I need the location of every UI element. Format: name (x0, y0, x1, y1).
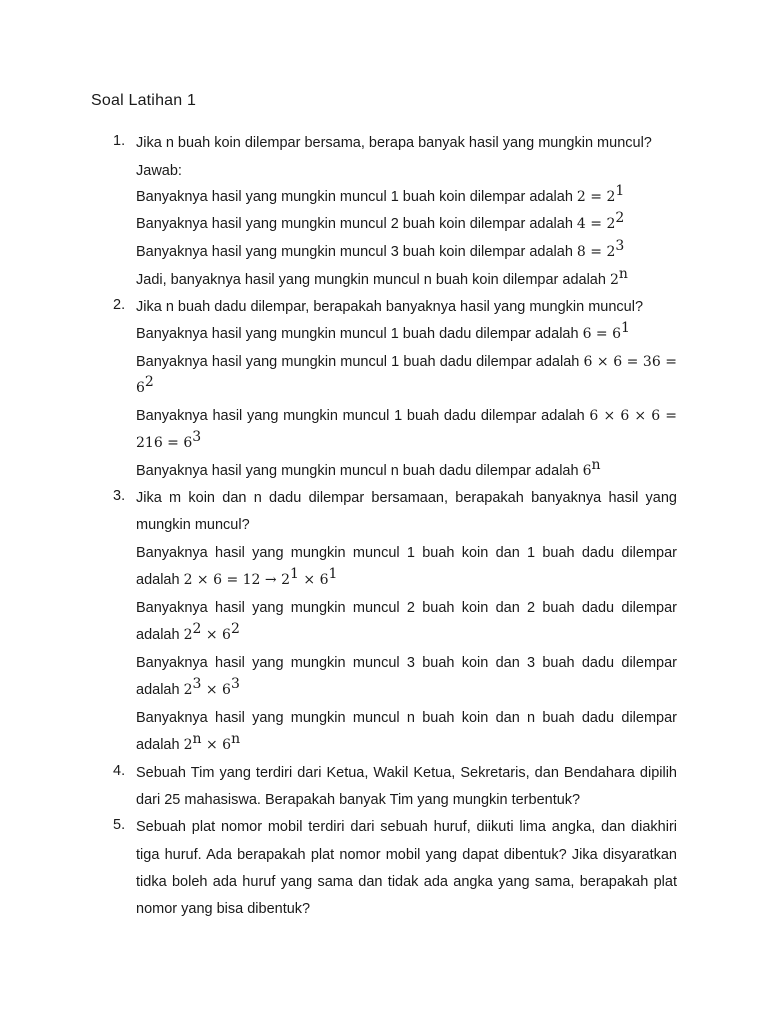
page-title: Soal Latihan 1 (91, 92, 197, 109)
question-1-jawab-label: Jawab: (136, 163, 182, 179)
question-2-answer-line-2: Banyaknya hasil yang mungkin muncul 1 buah dadu dilempar adalah 6 × 6 = 36 = (136, 354, 678, 370)
question-1-number: 1. (113, 133, 126, 149)
question-1-text: Jika n buah koin dilempar bersama, berapa banyak hasil yang mungkin muncul? (136, 135, 652, 151)
question-3-answer-line-2-cont: adalah $2^2 \times 6^2$ (136, 621, 240, 643)
question-2-answer-line-3-cont: $216 = 6^3$ (136, 429, 202, 451)
question-3-answer-line-4-cont: adalah $2^n \times 6^n$ (136, 731, 241, 753)
question-2-answer-line-4: Banyaknya hasil yang mungkin muncul n buah dadu dilempar adalah 6$^n$ (136, 457, 601, 479)
question-1-answer-line-1: Banyaknya hasil yang mungkin muncul 1 buah koin dilempar adalah $2 = 2^1$ (136, 183, 625, 205)
question-2-text: Jika n buah dadu dilempar, berapakah banyaknya hasil yang mungkin muncul? (136, 299, 644, 315)
question-3-number: 3. (113, 488, 126, 504)
question-3-answer-line-1-cont: adalah $2 \times 6 = 12 \to 2^1 \times 6^1$ (136, 566, 338, 588)
question-5-text-line-2: tiga huruf. Ada berapakah plat nomor mobil yang dapat dibentuk? Jika disyaratkan (136, 847, 677, 863)
question-2-answer-line-1: Banyaknya hasil yang mungkin muncul 1 buah dadu dilempar adalah $6 = 6^1$ (136, 320, 630, 342)
question-2-number: 2. (113, 297, 126, 313)
question-2-answer-line-3: Banyaknya hasil yang mungkin muncul 1 buah dadu dilempar adalah 6 × 6 × 6 = (136, 408, 678, 424)
question-4-number: 4. (113, 763, 126, 779)
question-3-answer-line-3: Banyaknya hasil yang mungkin muncul 3 buah koin dan 3 buah dadu dilempar (136, 655, 677, 671)
question-1-answer-line-4: Jadi, banyaknya hasil yang mungkin muncul n buah koin dilempar adalah 2$^n$ (136, 266, 628, 288)
question-5-number: 5. (113, 817, 126, 833)
question-3-answer-line-3-cont: adalah $2^3 \times 6^3$ (136, 676, 240, 698)
question-4-text-line-2: dari 25 mahasiswa. Berapakah banyak Tim yang mungkin terbentuk? (136, 792, 581, 808)
question-3-answer-line-4: Banyaknya hasil yang mungkin muncul n buah koin dan n buah dadu dilempar (136, 710, 677, 726)
question-5-text-line-4: nomor yang bisa dibentuk? (136, 901, 311, 917)
question-1-answer-line-2: Banyaknya hasil yang mungkin muncul 2 buah koin dilempar adalah $4 = 2^2$ (136, 210, 625, 232)
question-3-answer-line-2: Banyaknya hasil yang mungkin muncul 2 buah koin dan 2 buah dadu dilempar (136, 600, 677, 616)
question-5-text-line-1: Sebuah plat nomor mobil terdiri dari sebuah huruf, diikuti lima angka, dan diakhiri (136, 819, 677, 835)
question-4-text-line-1: Sebuah Tim yang terdiri dari Ketua, Wakil Ketua, Sekretaris, dan Bendahara dipilih (136, 765, 677, 781)
question-5-text-line-3: tidka boleh ada huruf yang sama dan tidak ada angka yang sama, berapakah plat (136, 874, 677, 890)
question-2-answer-line-2-cont: $6^2$ (136, 374, 154, 396)
question-3-text-line-2: mungkin muncul? (136, 517, 250, 533)
question-1-answer-line-3: Banyaknya hasil yang mungkin muncul 3 buah koin dilempar adalah $8 = 2^3$ (136, 238, 625, 260)
question-3-text-line-1: Jika m koin dan n dadu dilempar bersamaan, berapakah banyaknya hasil yang (136, 490, 677, 506)
question-3-answer-line-1: Banyaknya hasil yang mungkin muncul 1 buah koin dan 1 buah dadu dilempar (136, 545, 677, 561)
